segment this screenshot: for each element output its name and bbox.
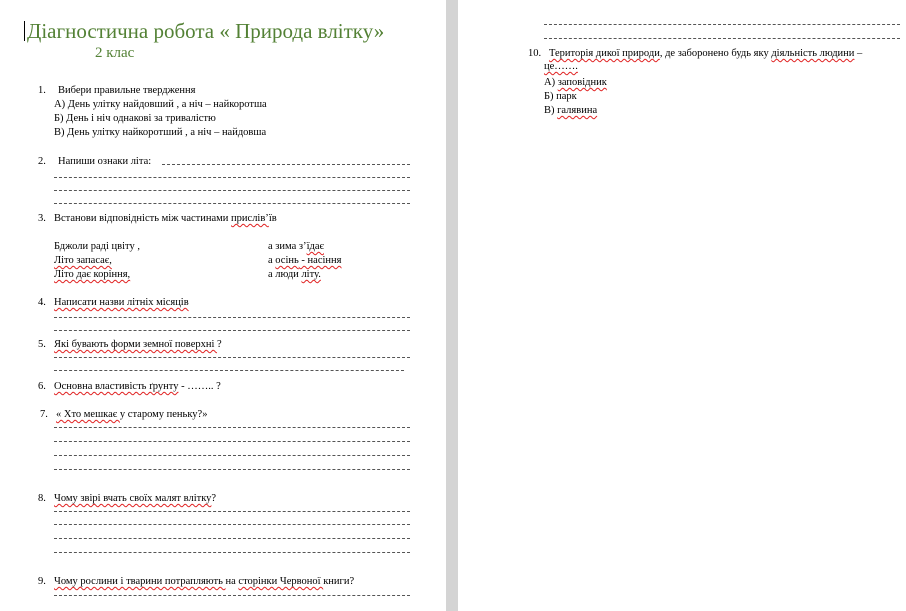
answer-line [54,190,410,191]
answer-line [54,552,410,553]
question-10-text: Територія дикої природи, де заборонено будь яку діяльність людини – [549,48,863,59]
question-9-number: 9. [38,576,46,587]
question-10-number: 10. [528,48,542,59]
question-1-option-a: А) День улітку найдовший , а ніч – найкоротша [54,99,267,110]
question-5-number: 5. [38,339,46,350]
proverb-end-3: а люди літу. [268,269,321,280]
question-6-text: Основна властивість ґрунту - …….. ? [54,381,221,392]
answer-line [54,524,410,525]
question-10-option-c: В) галявина [544,105,598,116]
document-page-right [458,0,906,611]
answer-line [54,203,410,204]
page-gutter [446,0,458,611]
proverb-start-1: Бджоли раді цвіту , [54,241,140,252]
question-10-option-a: А) заповідник [544,77,607,88]
proverb-start-3: Літо дає коріння, [54,269,131,280]
document-title: Діагностична робота « Природа влітку» [27,19,385,43]
proverb-start-2: Літо запасає, [54,255,112,266]
question-7-text: « Хто мешкає у старому пеньку?» [56,409,208,420]
answer-line [162,164,410,165]
proverb-end-1: а зима з’їдає [268,241,324,252]
question-8-number: 8. [38,493,46,504]
question-1-option-b: Б) День і ніч однакові за тривалістю [54,113,216,124]
question-2-text: Напиши ознаки літа: [58,156,152,167]
answer-line [54,330,410,331]
answer-line [54,357,410,358]
document-page-left [0,0,446,611]
answer-line [54,370,404,371]
question-10-text-cont: це……. [544,61,578,72]
answer-line [54,317,410,318]
answer-line [54,469,410,470]
answer-line [54,427,410,428]
answer-line [544,38,900,39]
answer-line [54,177,410,178]
question-4-text: Написати назви літніх місяців [54,297,189,308]
question-4-number: 4. [38,297,46,308]
question-8-text: Чому звірі вчать своїх малят влітку? [54,493,217,504]
question-1-option-c: В) День улітку найкоротший , а ніч – найдовша [54,127,267,138]
answer-line [54,455,410,456]
question-7-number: 7. [40,409,48,420]
answer-line [54,538,410,539]
question-2-number: 2. [38,156,46,167]
question-3-number: 3. [38,213,46,224]
question-3-text: Встанови відповідність між частинами прислів’їв [54,213,277,224]
answer-line [54,441,410,442]
question-10-option-b: Б) парк [544,91,577,102]
question-6-number: 6. [38,381,46,392]
answer-line [544,24,900,25]
answer-line [54,595,410,596]
answer-line [54,511,410,512]
text-cursor [24,21,25,41]
proverb-end-2: а осінь - насіння [268,255,342,266]
question-5-text: Які бувають форми земної поверхні ? [54,339,222,350]
question-1-text: Вибери правильне твердження [58,85,196,96]
question-1-number: 1. [38,85,46,96]
question-9-text: Чому рослини і тварини потрапляють на сторінки Червоної книги? [54,576,355,587]
document-subtitle: 2 клас [95,45,135,61]
